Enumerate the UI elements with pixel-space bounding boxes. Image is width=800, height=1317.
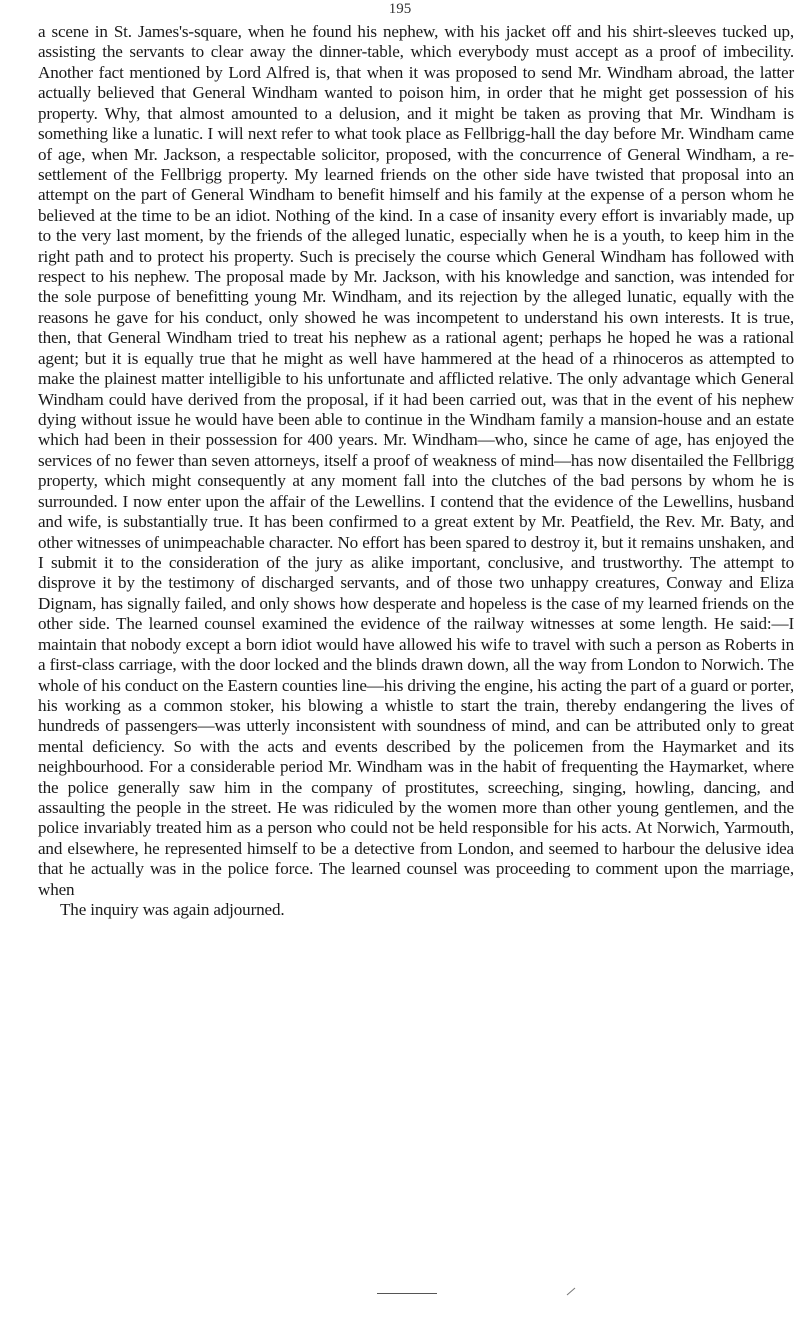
body-paragraph: a scene in St. James's-square, when he found his nephew, with his jacket off and his shirt-sleeves tucked up, assisting the servants to clear away the dinner-table, which everybody must accept as a proof of imbecility. Another fact mentioned by Lord Alfred is, that when it was proposed to send Mr. Windham abroad, the latter actually believed that General Windham wanted to poison him, in order that he might get possession of his property. Why, that almost amounted to a delusion, and it might be taken as proving that Mr. Windham is something like a lunatic. I will next refer to what took place as Fellbrigg-hall the day before Mr. Windham came of age, when Mr. Jackson, a respectable solicitor, proposed, with the concurrence of General Windham, a re-settlement of the Fellbrigg property. My learned friends on the other side have twisted that proposal into an attempt on the part of General Windham to benefit himself and his family at the expense of a person whom he believed at the time to be an idiot. Nothing of the kind. In a case of insanity every effort is invariably made, up to the very last moment, by the friends of the alleged lunatic, especially when he is a youth, to keep him in the right path and to protect his property. Such is precisely the course which General Windham has followed with respect to his nephew. The proposal made by Mr. Jackson, with his knowledge and sanction, was intended for the sole purpose of benefitting young Mr. Windham, and its rejection by the alleged lunatic, equally with the reasons he gave for his conduct, only showed he was incompetent to understand his own interests. It is true, then, that General Windham tried to treat his nephew as a rational agent; perhaps he hoped he was a rational agent; but it is equally true that he might as well have hammered at the head of a rhinoceros as attempted to make the plainest matter intelligible to his unfortunate and afflicted relative. The only advantage which General Windham could have derived from the proposal, if it had been carried out, was that in the event of his nephew dying without issue he would have been able to continue in the Windham family a mansion-house and an estate which had been in their possession for 400 years. Mr. Windham—who, since he came of age, has enjoyed the services of no fewer than seven attorneys, itself a proof of weakness of mind—has now disentailed the Fellbrigg property, which might consequently at any moment fall into the clutches of the bad persons by whom he is surrounded. I now enter upon the affair of the Lewellins. I contend that the evidence of the Lewellins, husband and wife, is substantially true. It has been confirmed to a great extent by Mr. Peatfield, the Rev. Mr. Baty, and other witnesses of unimpeachable character. No effort has been spared to destroy it, but it remains unshaken, and I submit it to the consideration of the jury as alike important, conclusive, and trustworthy. The attempt to disprove it by the testimony of discharged servants, and of those two unhappy creatures, Conway and Eliza Dignam, has signally failed, and only shows how desperate and hopeless is the case of my learned friends on the other side. The learned counsel examined the evidence of the railway witnesses at some length. He said:—I maintain that nobody except a born idiot would have allowed his wife to travel with such a person as Roberts in a first-class carriage, with the door locked and the blinds drawn down, all the way from London to Norwich. The whole of his conduct on the Eastern counties line—his driving the engine, his acting the part of a guard or porter, his working as a common stoker, his blowing a whistle to start the train, thereby endangering the lives of hundreds of passengers—was utterly inconsistent with soundness of mind, and can be attributed only to great mental deficiency. So with the acts and events described by the policemen from the Haymarket and its neighbourhood. For a considerable period Mr. Windham was in the habit of frequenting the Haymarket, where the police generally saw him in the company of prostitutes, screeching, singing, howling, dancing, and assaulting the people in the street. He was ridiculed by the women more than other young gentlemen, and the police invariably treated him as a person who could not be held responsible for his acts. At Norwich, Yarmouth, and elsewhere, he represented himself to be a detective from London, and seemed to harbour the delusive idea that he actually was in the police force. The learned counsel was proceeding to comment upon the marriage, when [38,22,794,899]
article-body [38,22,794,921]
stray-mark [566,1286,576,1296]
end-rule [377,1293,437,1294]
page-number: 195 [388,1,412,17]
closing-line: The inquiry was again adjourned. [60,900,285,920]
